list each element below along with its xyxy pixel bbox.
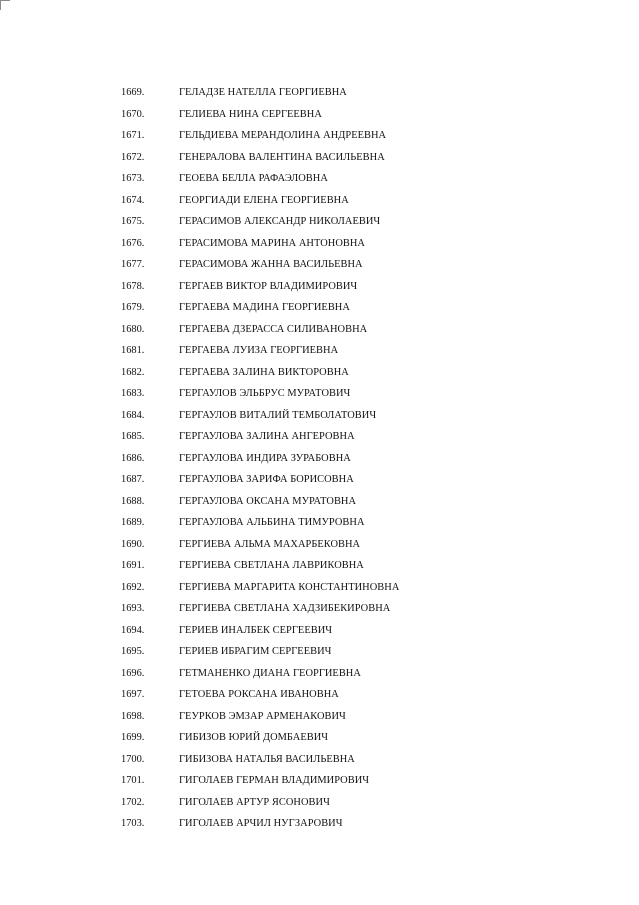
list-item [0, 684, 639, 706]
list-item [0, 147, 639, 169]
list-item [0, 254, 639, 276]
list-item [0, 190, 639, 212]
list-item [0, 319, 639, 341]
list-item [0, 620, 639, 642]
entry-number: 1672. [121, 151, 145, 163]
list-item [0, 534, 639, 556]
entry-name: ГЕУРКОВ ЭМЗАР АРМЕНАКОВИЧ [179, 710, 346, 722]
entry-name: ГЕЛЬДИЕВА МЕРАНДОЛИНА АНДРЕЕВНА [179, 130, 387, 141]
list-item [0, 792, 639, 814]
list-item [0, 426, 639, 448]
list-item [0, 125, 639, 147]
list-item [0, 641, 639, 663]
entry-number: 1673. [121, 173, 145, 184]
list-item [0, 749, 639, 771]
entry-name: ГЕРГИЕВА АЛЬМА МАХАРБЕКОВНА [179, 538, 361, 550]
entry-name: ГЕРГАЕВА МАДИНА ГЕОРГИЕВНА [179, 302, 350, 313]
list-item [0, 383, 639, 405]
entry-number: 1702. [121, 796, 145, 808]
list-item [0, 469, 639, 491]
entry-name: ГЕРГАУЛОВА ЗАРИФА БОРИСОВНА [179, 474, 354, 485]
entry-number: 1690. [121, 538, 145, 550]
entry-number: 1700. [121, 753, 145, 765]
entry-number: 1685. [121, 431, 145, 442]
entry-number: 1684. [121, 409, 145, 421]
entry-number: 1699. [121, 732, 145, 743]
entry-name: ГЕРГИЕВА СВЕТЛАНА ХАДЗИБЕКИРОВНА [179, 603, 391, 614]
list-item [0, 276, 639, 298]
entry-number: 1696. [121, 667, 145, 679]
entry-number: 1676. [121, 237, 145, 249]
list-item [0, 104, 639, 126]
entry-number: 1682. [121, 366, 145, 378]
list-item [0, 233, 639, 255]
name-list [0, 82, 639, 835]
entry-name: ГЕТОЕВА РОКСАНА ИВАНОВНА [179, 689, 339, 700]
list-item [0, 168, 639, 190]
list-item [0, 340, 639, 362]
entry-name: ГЕРГАУЛОВ ЭЛЬБРУС МУРАТОВИЧ [179, 388, 351, 399]
list-item [0, 448, 639, 470]
entry-name: ГИГОЛАЕВ АРЧИЛ НУГЗАРОВИЧ [179, 818, 343, 829]
entry-name: ГЕЛИЕВА НИНА СЕРГЕЕВНА [179, 108, 322, 120]
entry-number: 1698. [121, 710, 145, 722]
entry-number: 1679. [121, 302, 145, 313]
entry-name: ГЕНЕРАЛОВА ВАЛЕНТИНА ВАСИЛЬЕВНА [179, 151, 385, 163]
list-item [0, 82, 639, 104]
entry-name: ГЕРГАУЛОВА ИНДИРА ЗУРАБОВНА [179, 452, 351, 464]
entry-name: ГЕРГАЕВ ВИКТОР ВЛАДИМИРОВИЧ [179, 280, 358, 292]
entry-number: 1680. [121, 323, 145, 335]
list-item [0, 555, 639, 577]
entry-number: 1669. [121, 87, 145, 98]
list-item [0, 727, 639, 749]
entry-name: ГИГОЛАЕВ ГЕРМАН ВЛАДИМИРОВИЧ [179, 775, 370, 786]
entry-name: ГЕОРГИАДИ ЕЛЕНА ГЕОРГИЕВНА [179, 194, 349, 206]
list-item [0, 770, 639, 792]
entry-name: ГИБИЗОВА НАТАЛЬЯ ВАСИЛЬЕВНА [179, 753, 355, 765]
entry-number: 1692. [121, 581, 145, 593]
entry-number: 1677. [121, 259, 145, 270]
entry-name: ГЕРИЕВ ИНАЛБЕК СЕРГЕЕВИЧ [179, 624, 333, 636]
entry-name: ГЕРГАУЛОВ ВИТАЛИЙ ТЕМБОЛАТОВИЧ [179, 409, 377, 421]
entry-number: 1687. [121, 474, 145, 485]
entry-name: ГИБИЗОВ ЮРИЙ ДОМБАЕВИЧ [179, 732, 329, 743]
entry-number: 1689. [121, 517, 145, 528]
entry-number: 1691. [121, 560, 145, 571]
entry-name: ГИГОЛАЕВ АРТУР ЯСОНОВИЧ [179, 796, 330, 808]
list-item [0, 706, 639, 728]
entry-name: ГЕРГИЕВА СВЕТЛАНА ЛАВРИКОВНА [179, 560, 364, 571]
entry-number: 1695. [121, 646, 145, 657]
entry-number: 1701. [121, 775, 145, 786]
entry-number: 1674. [121, 194, 145, 206]
entry-name: ГЕРГАУЛОВА АЛЬБИНА ТИМУРОВНА [179, 517, 365, 528]
list-item [0, 813, 639, 835]
entry-name: ГЕРГАЕВА ЗАЛИНА ВИКТОРОВНА [179, 366, 349, 378]
entry-name: ГЕОЕВА БЕЛЛА РАФАЭЛОВНА [179, 173, 328, 184]
entry-name: ГЕРИЕВ ИБРАГИМ СЕРГЕЕВИЧ [179, 646, 332, 657]
list-item [0, 491, 639, 513]
entry-name: ГЕРГАУЛОВА ОКСАНА МУРАТОВНА [179, 495, 357, 507]
entry-number: 1678. [121, 280, 145, 292]
entry-number: 1697. [121, 689, 145, 700]
list-item [0, 512, 639, 534]
entry-number: 1688. [121, 495, 145, 507]
list-item [0, 663, 639, 685]
entry-number: 1694. [121, 624, 145, 636]
list-item [0, 577, 639, 599]
entry-number: 1686. [121, 452, 145, 464]
entry-name: ГЕРГАЕВА ДЗЕРАССА СИЛИВАНОВНА [179, 323, 368, 335]
entry-number: 1683. [121, 388, 145, 399]
list-item [0, 297, 639, 319]
entry-name: ГЕРАСИМОВА МАРИНА АНТОНОВНА [179, 237, 365, 249]
entry-name: ГЕРГАЕВА ЛУИЗА ГЕОРГИЕВНА [179, 345, 339, 356]
list-item [0, 362, 639, 384]
entry-number: 1671. [121, 130, 145, 141]
entry-name: ГЕЛАДЗЕ НАТЕЛЛА ГЕОРГИЕВНА [179, 87, 347, 98]
entry-name: ГЕРГИЕВА МАРГАРИТА КОНСТАНТИНОВНА [179, 581, 400, 593]
entry-name: ГЕРАСИМОВ АЛЕКСАНДР НИКОЛАЕВИЧ [179, 216, 381, 227]
entry-name: ГЕРАСИМОВА ЖАННА ВАСИЛЬЕВНА [179, 259, 363, 270]
entry-number: 1703. [121, 818, 145, 829]
entry-name: ГЕРГАУЛОВА ЗАЛИНА АНГЕРОВНА [179, 431, 355, 442]
list-item [0, 211, 639, 233]
list-item [0, 598, 639, 620]
entry-number: 1675. [121, 216, 145, 227]
entry-number: 1670. [121, 108, 145, 120]
entry-number: 1681. [121, 345, 145, 356]
list-item [0, 405, 639, 427]
scan-corner-mark [0, 0, 10, 10]
entry-number: 1693. [121, 603, 145, 614]
entry-name: ГЕТМАНЕНКО ДИАНА ГЕОРГИЕВНА [179, 667, 361, 679]
